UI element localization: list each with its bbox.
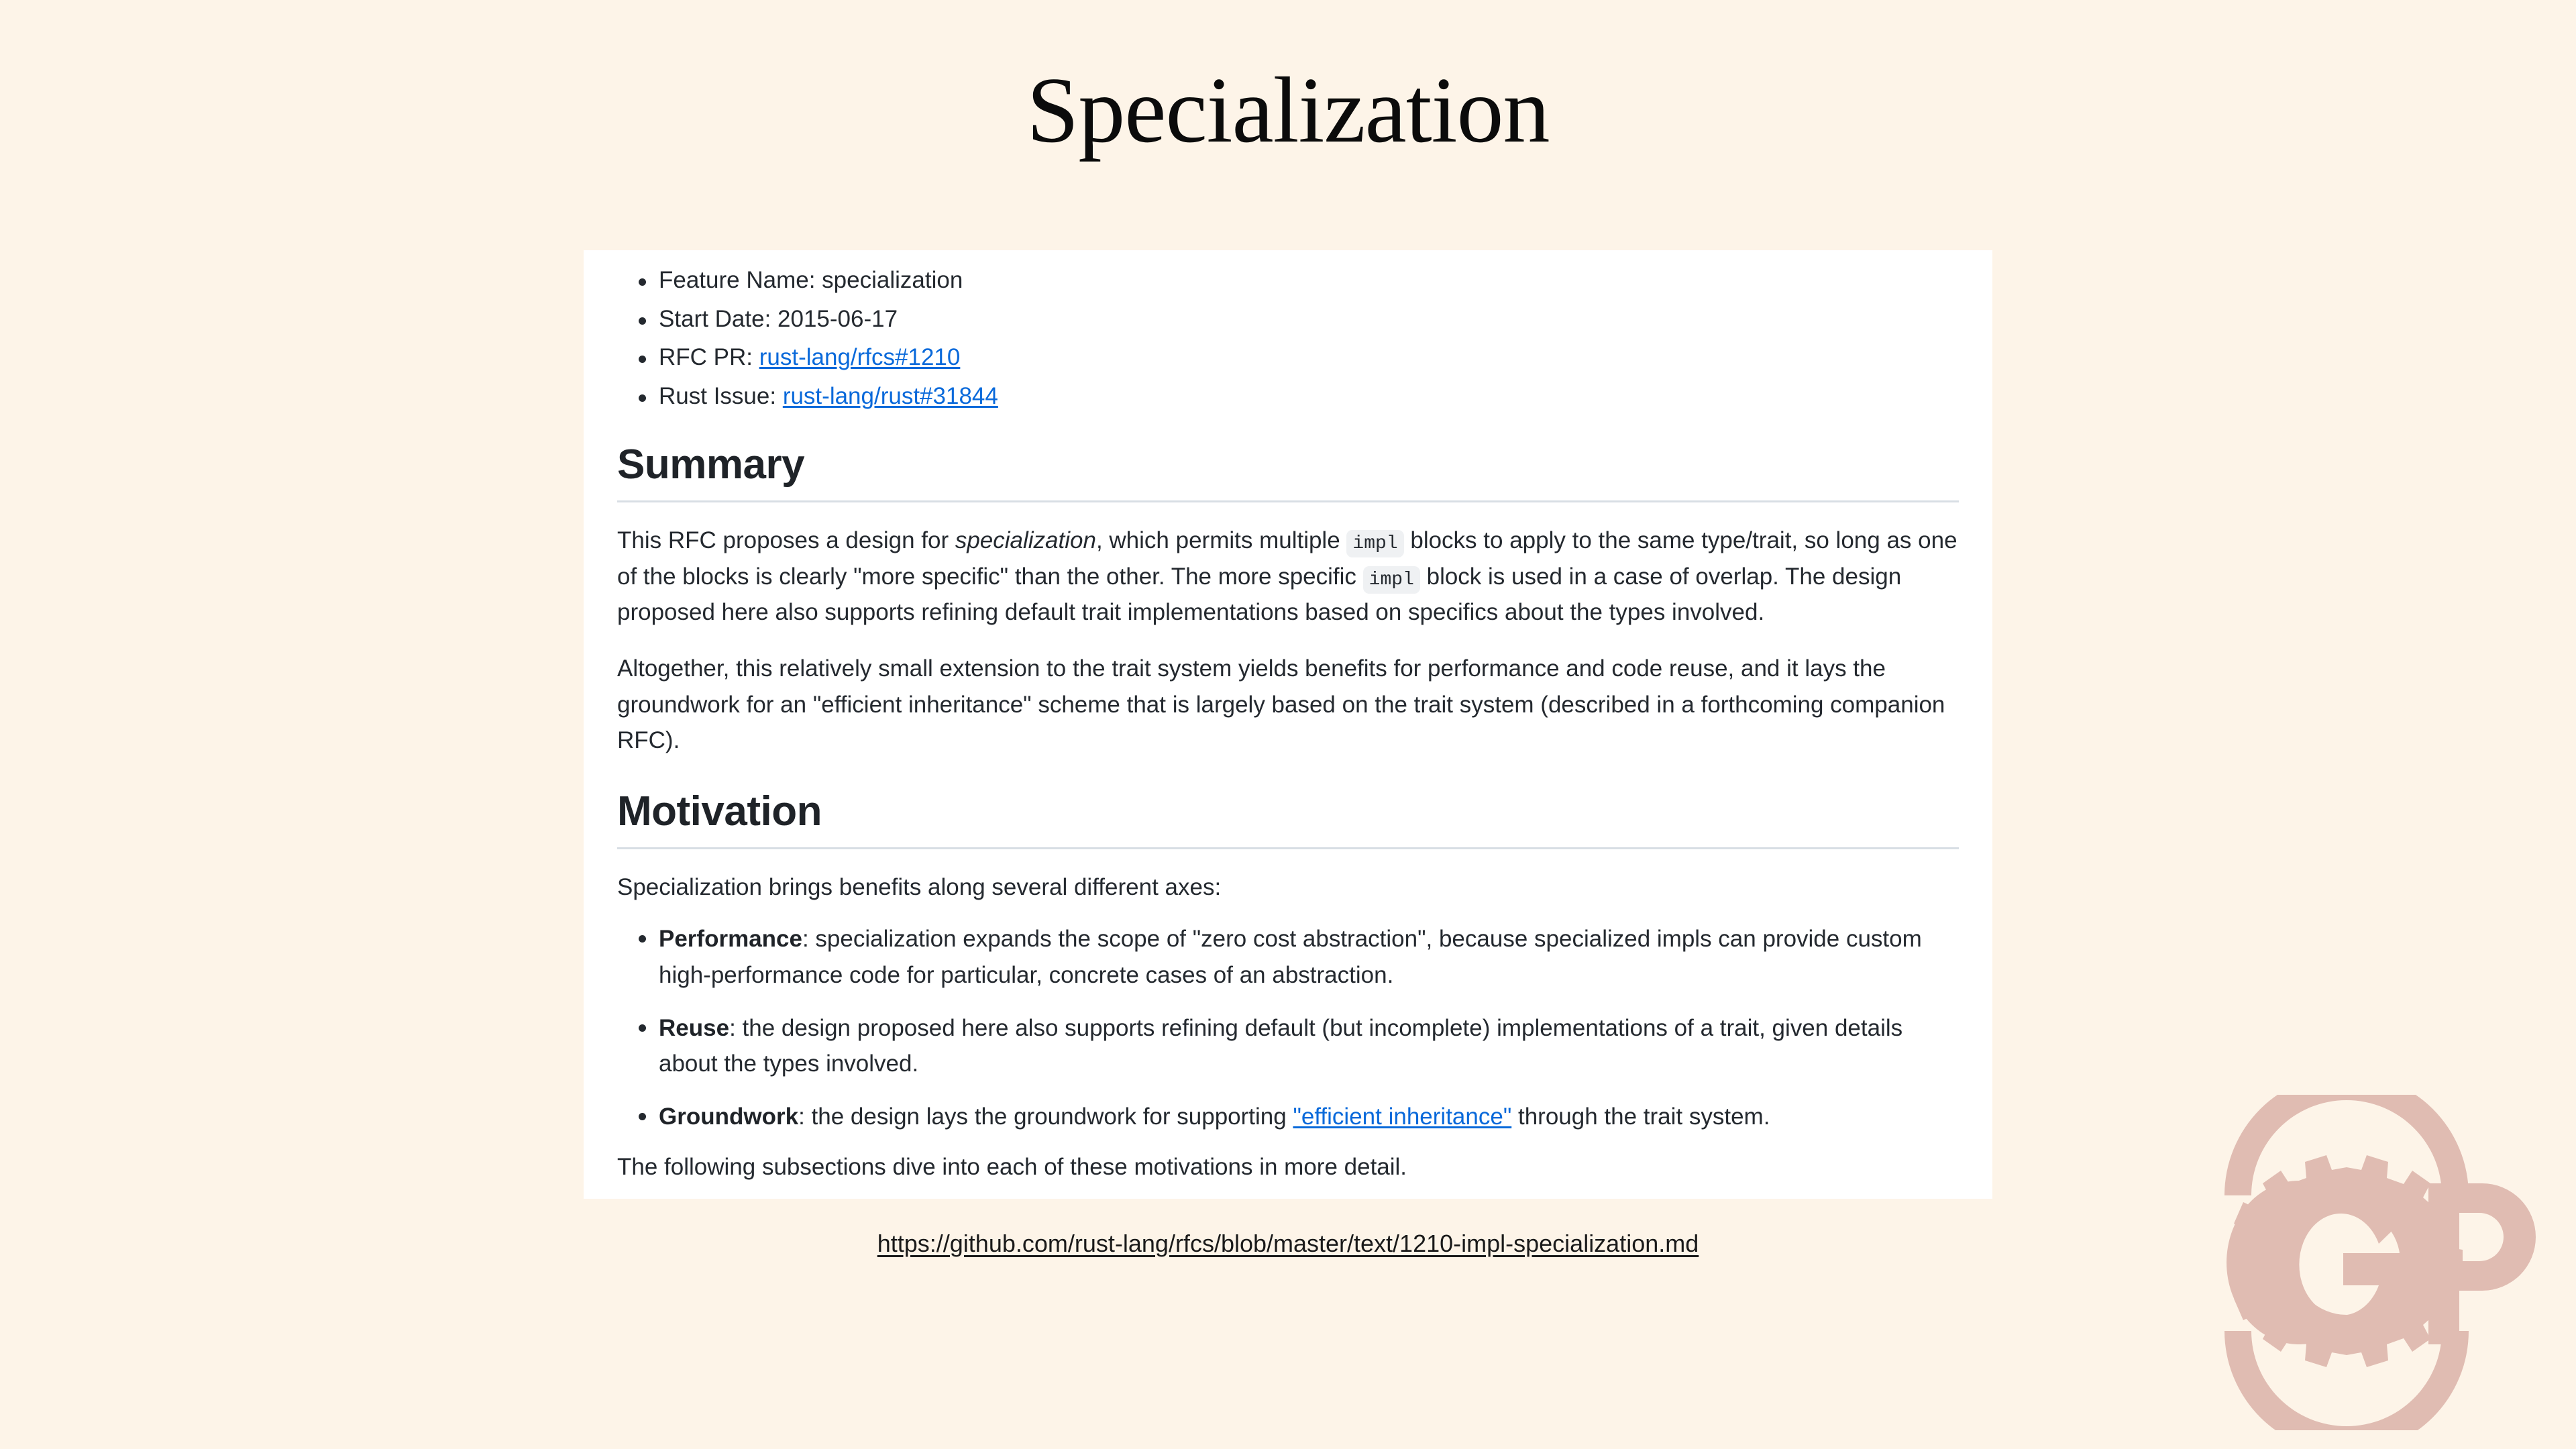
para-text: , which permits multiple xyxy=(1095,527,1347,554)
source-url-container xyxy=(0,1230,2576,1258)
summary-heading-rule xyxy=(617,500,1959,502)
efficient-inheritance-link[interactable]: "efficient inheritance" xyxy=(1293,1104,1512,1130)
motivation-term-reuse: Reuse xyxy=(659,1014,730,1041)
motivation-closing: The following subsections dive into each of these motivations in more detail. xyxy=(617,1154,1407,1181)
motivation-list xyxy=(617,921,1959,1134)
logo-arc-bottom xyxy=(2224,1331,2469,1430)
card-content xyxy=(617,266,1959,1185)
motivation-term-groundwork: Groundwork xyxy=(659,1104,799,1130)
motivation-heading: Motivation xyxy=(617,788,822,835)
rfc-pr-link[interactable]: rust-lang/rfcs#1210 xyxy=(759,344,961,371)
meta-value xyxy=(753,344,759,370)
emphasis-specialization: specialization xyxy=(955,527,1096,554)
para-text: block is used in a case of overlap. The design proposed here also supports refining default trait implementations based on specifics about the types involved. xyxy=(617,563,1902,626)
list-item xyxy=(617,305,1959,334)
cgp-logo-watermark xyxy=(2139,1095,2555,1430)
meta-label: Feature Name: xyxy=(659,267,816,293)
motivation-heading-rule xyxy=(617,847,1959,849)
logo-letter-c xyxy=(2249,1208,2279,1316)
content-card xyxy=(584,250,1992,1199)
list-item xyxy=(617,1099,1959,1134)
meta-label: Start Date: xyxy=(659,305,771,332)
logo-letter-g xyxy=(2226,1181,2415,1344)
meta-value: 2015-06-17 xyxy=(771,305,898,332)
list-item xyxy=(617,343,1959,372)
list-item xyxy=(617,266,1959,295)
motivation-text: : specialization expands the scope of "zero cost abstraction", because specialized impls can provide custom high-performance code for particular, concrete cases of an abstraction. xyxy=(659,926,1922,988)
motivation-text: : the design proposed here also supports refining default (but incomplete) implementations of a trait, given details about the types involved. xyxy=(659,1014,1903,1077)
meta-value: specialization xyxy=(815,267,963,293)
logo-gear-icon xyxy=(2231,1155,2463,1367)
slide-title: Specialization xyxy=(1026,58,1550,162)
motivation-text: : the design lays the groundwork for supporting xyxy=(798,1104,1293,1130)
rust-issue-link[interactable]: rust-lang/rust#31844 xyxy=(782,383,998,410)
meta-value xyxy=(776,383,783,409)
cgp-logo-icon xyxy=(2139,1095,2555,1430)
list-item xyxy=(617,1010,1959,1081)
motivation-intro: Specialization brings benefits along several different axes: xyxy=(617,874,1222,901)
list-item xyxy=(617,382,1959,411)
meta-label: Rust Issue: xyxy=(659,383,777,410)
code-impl-1: impl xyxy=(1346,530,1403,557)
summary-paragraph-2: Altogether, this relatively small extension to the trait system yields benefits for performance and code reuse, and it lays the groundwork for an "efficient inheritance" scheme that is largely based on the trait system (described in a forthcoming companion RFC). xyxy=(617,655,1945,753)
motivation-term-performance: Performance xyxy=(659,926,802,953)
source-url-link[interactable]: https://github.com/rust-lang/rfcs/blob/master/text/1210-impl-specialization.md xyxy=(877,1230,1699,1257)
rfc-metadata-list xyxy=(617,266,1959,411)
motivation-text-after-link: through the trait system. xyxy=(1511,1104,1770,1130)
meta-label: RFC PR: xyxy=(659,344,753,371)
summary-paragraph-1 xyxy=(617,523,1959,630)
logo-letter-p xyxy=(2428,1183,2536,1344)
list-item xyxy=(617,921,1959,992)
summary-heading: Summary xyxy=(617,441,805,488)
para-text: blocks to apply to the same type/trait, so long as one of the blocks is clearly "more specific" than the other. The more specific xyxy=(617,527,1957,590)
para-text: This RFC proposes a design for xyxy=(617,527,955,554)
logo-arc-top xyxy=(2224,1095,2469,1195)
code-impl-2: impl xyxy=(1363,566,1420,594)
